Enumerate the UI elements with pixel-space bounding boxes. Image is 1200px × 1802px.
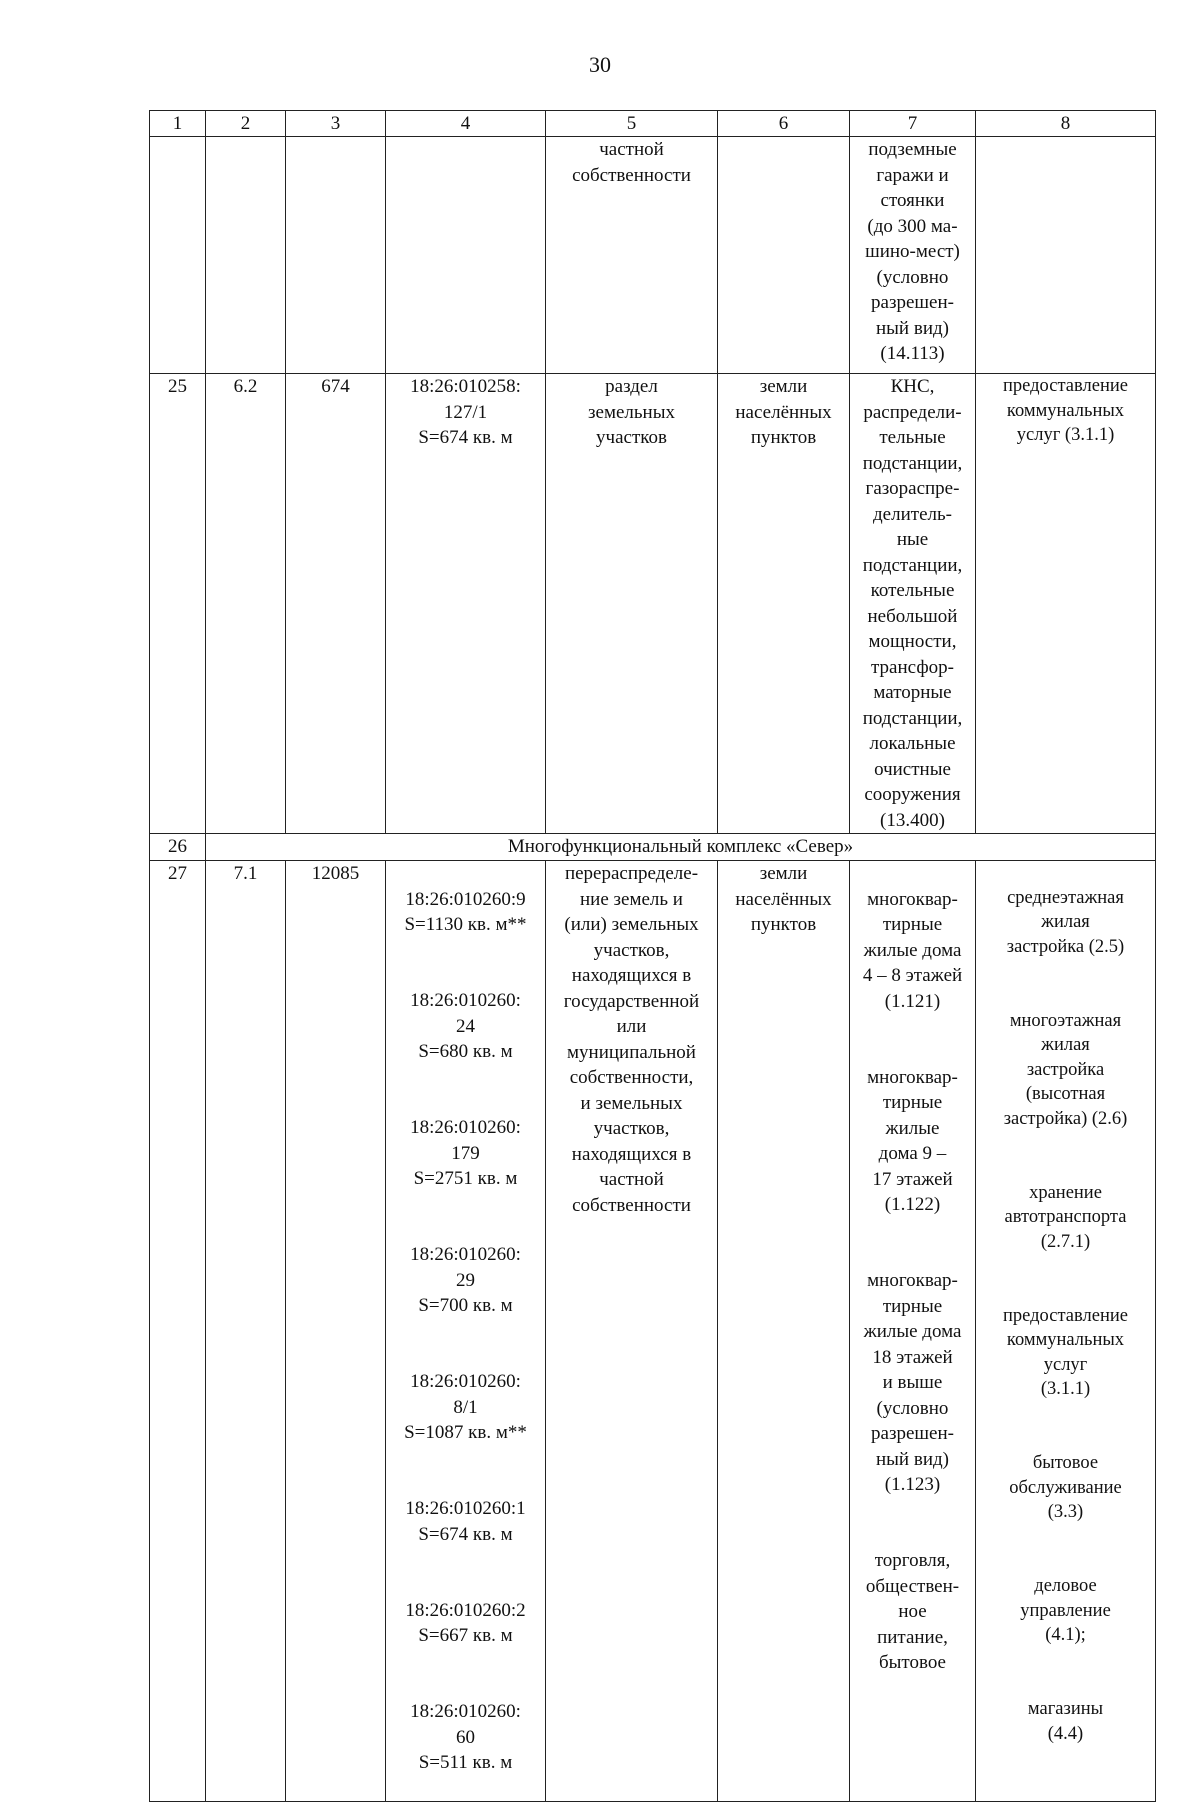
header-row (150, 111, 1156, 137)
cadastral-entry: 18:26:010260: 179 S=2751 кв. м (410, 1117, 521, 1189)
cadastral-entry: 18:26:010260: 29 S=700 кв. м (410, 1244, 521, 1316)
row27-category: земли населённых пунктов (718, 861, 850, 1802)
row27-area: 12085 (286, 861, 386, 1802)
table-row-26 (150, 834, 1156, 861)
header-cell-3: 3 (286, 111, 386, 137)
cadastral-entry: 18:26:010260: 24 S=680 кв. м (410, 990, 521, 1062)
cont-cell-4 (386, 137, 546, 374)
table-row-continuation (150, 137, 1156, 374)
classifier-entry: хранение автотранспорта (2.7.1) (1004, 1182, 1127, 1252)
cont-cell-3 (286, 137, 386, 374)
row25-category: земли населённых пунктов (718, 374, 850, 834)
header-cell-7: 7 (850, 111, 976, 137)
row25-zone: 6.2 (206, 374, 286, 834)
row27-number: 27 (150, 861, 206, 1802)
header-cell-4: 4 (386, 111, 546, 137)
header-cell-8: 8 (976, 111, 1156, 137)
classifier-entry: деловое управление (4.1); (1020, 1576, 1111, 1645)
use-type-entry: многоквар- тирные жилые дома 18 этажей и выше (условно разрешен- ный вид) (1.123) (863, 1270, 962, 1495)
classifier-entry: бытовое обслуживание (3.3) (1009, 1453, 1122, 1522)
classifier-entry: среднеэтажная жилая застройка (2.5) (1006, 887, 1125, 957)
classifier-entry: магазины (4.4) (1027, 1699, 1104, 1744)
page-number: 30 (589, 52, 611, 77)
cont-cell-6 (718, 137, 850, 374)
header-cell-1: 1 (150, 111, 206, 137)
cont-cell-8 (976, 137, 1156, 374)
land-plots-table (149, 110, 1156, 1802)
row25-number: 25 (150, 374, 206, 834)
header-cell-2: 2 (206, 111, 286, 137)
classifier-entry: многоэтажная жилая застройка (высотная застройка) (2.6) (1003, 1010, 1128, 1129)
row27-cadastral (386, 861, 546, 1802)
cont-cell-7: подземные гаражи и стоянки (до 300 ма- шино-мест) (условно разрешен- ный вид) (14.113) (850, 137, 976, 374)
cont-cell-5: частной собственности (546, 137, 718, 374)
cadastral-entry: 18:26:010260:1 S=674 кв. м (405, 1498, 526, 1545)
use-type-entry: многоквар- тирные жилые дома 4 – 8 этажей (1.121) (862, 888, 963, 1012)
cadastral-entry: 18:26:010260:2 S=667 кв. м (405, 1599, 526, 1646)
use-type-entry: многоквар- тирные жилые дома 9 – 17 этажей (1.122) (867, 1066, 958, 1215)
row27-zone: 7.1 (206, 861, 286, 1802)
row27-classifier (976, 861, 1156, 1802)
row25-classifier: предоставление коммунальных услуг (3.1.1) (976, 374, 1156, 834)
row26-number: 26 (150, 834, 206, 861)
table-row-25 (150, 374, 1156, 834)
row25-method: раздел земельных участков (546, 374, 718, 834)
classifier-entry: предоставление коммунальных услуг (3.1.1) (1003, 1305, 1128, 1399)
row27-method: перераспределе- ние земель и (или) земельных участков, находящихся в государственной или муниципальной собственности, и земельных участков, находящихся в частной собственности (546, 861, 718, 1802)
cont-cell-2 (206, 137, 286, 374)
row25-use-type: КНС, распредели- тельные подстанции, газораспре- делитель- ные подстанции, котельные небольшой мощности, трансфор- маторные подстанции, локальные очистные сооружения (13.400) (850, 374, 976, 834)
cont-cell-1 (150, 137, 206, 374)
row25-area: 674 (286, 374, 386, 834)
header-cell-6: 6 (718, 111, 850, 137)
row26-section-title: Многофункциональный комплекс «Север» (206, 834, 1156, 861)
header-cell-5: 5 (546, 111, 718, 137)
cadastral-entry: 18:26:010260: 60 S=511 кв. м (410, 1701, 521, 1773)
cadastral-entry: 18:26:010260: 8/1 S=1087 кв. м** (404, 1371, 527, 1443)
row27-use-type (850, 861, 976, 1802)
cadastral-entry: 18:26:010260:9 S=1130 кв. м** (404, 888, 527, 935)
table-row-27 (150, 861, 1156, 1802)
use-type-entry: торговля, обществен- ное питание, бытовое (865, 1550, 960, 1673)
row25-cadastral: 18:26:010258: 127/1 S=674 кв. м (386, 374, 546, 834)
